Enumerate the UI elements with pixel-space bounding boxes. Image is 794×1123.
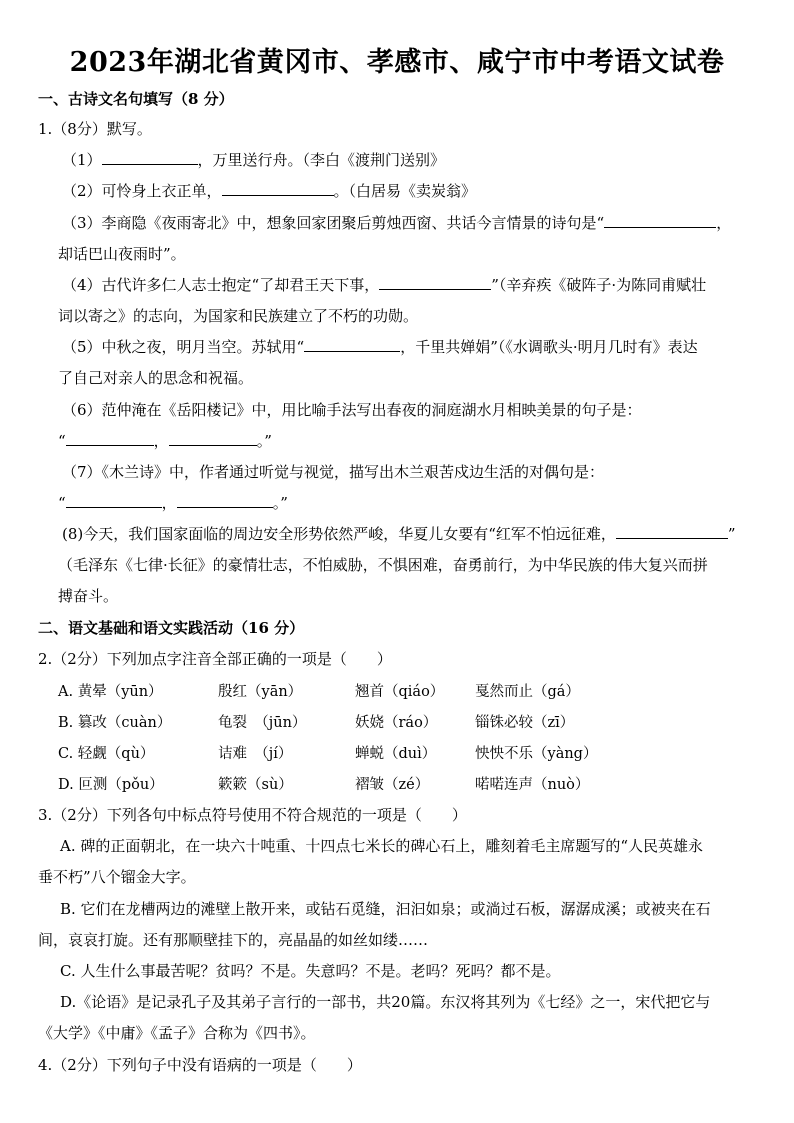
option-c-1[interactable]: C. 轻觑（qù） [58,746,155,762]
text: ”（辛弃疾《破阵子·为陈同甫赋壮 [491,276,707,294]
text: (8)今天，我们国家面临的周边安全形势依然严峻，华夏儿女要有“红军不怕远征难， [62,525,616,543]
q1-item-6-cont [58,430,272,451]
text: （2）可怜身上衣正单， [62,182,222,200]
text: （4）古代许多仁人志士抱定“了却君王天下事， [62,276,380,294]
section-1-heading: 一、古诗文名句填写（8 分） [38,90,234,108]
answer-blank[interactable] [177,493,273,508]
option-b-2: 龟裂 （jūn） [218,715,307,731]
option-d-3: 褶皱（zé） [355,777,430,793]
option-a-3: 翘首（qiáo） [355,684,445,700]
q1-item-3-cont: 却话巴山夜雨时”。 [58,245,186,263]
q1-item-8-cont: （毛泽东《七律·长征》的豪情壮志，不怕威胁，不惧困难，奋勇前行，为中华民族的伟大复兴而拼 [58,556,708,574]
page-title: 2023年湖北省黄冈市、孝感市、咸宁市中考语文试卷 [69,47,725,78]
q3-option-b[interactable]: B. 它们在龙槽两边的滩壁上散开来，或钻石觅缝，汩汩如泉；或淌过石板，潺潺成溪；或被夹在石 [60,900,711,918]
question-4-stem: 4.（2分）下列句子中没有语病的一项是（ ） [38,1056,362,1074]
q1-item-5 [62,336,698,357]
q1-item-6: （6）范仲淹在《岳阳楼记》中，用比喻手法写出春夜的洞庭湖水月相映美景的句子是： [62,401,642,419]
option-b-1[interactable]: B. 篡改（cuàn） [58,715,172,731]
answer-blank[interactable] [379,275,491,290]
q3-option-d[interactable]: D.《论语》是记录孔子及其弟子言行的一部书，共20篇。东汉将其列为《七经》之一，宋代把它与 [60,993,711,1011]
answer-blank[interactable] [304,337,400,352]
q1-item-4 [62,274,706,295]
option-a-4: 戛然而止（gá） [475,684,580,700]
text: ，千里共婵娟”（《水调歌头·明月几时有》表达 [400,338,698,356]
question-3-stem: 3.（2分）下列各句中标点符号使用不符合规范的一项是（ ） [38,806,467,824]
text: ， [716,214,732,232]
q1-item-2 [62,180,476,201]
q3-option-d-cont: 《大学》《中庸》《孟子》合称为《四书》。 [38,1024,316,1042]
q3-option-b-cont: 间，哀哀打旋。还有那顺壁挂下的，亮晶晶的如丝如缕…… [38,931,429,949]
answer-blank[interactable] [169,431,257,446]
q3-option-c[interactable]: C. 人生什么事最苦呢？贫吗？不是。失意吗？不是。老吗？死吗？都不是。 [60,962,561,980]
q3-option-a[interactable]: A. 碑的正面朝北，在一块六十吨重、十四点七米长的碑心石上，雕刻着毛主席题写的“人民英雄永 [60,837,704,855]
question-2-stem: 2.（2分）下列加点字注音全部正确的一项是（ ） [38,650,392,668]
text: 。” [272,494,288,512]
option-d-2: 簌簌（sù） [218,777,293,793]
q1-item-1 [62,149,445,170]
answer-blank[interactable] [222,181,334,196]
option-b-4: 锱铢必较（zī） [475,715,575,731]
option-c-4: 怏怏不乐（yàng） [475,746,598,762]
q1-item-7-cont [58,492,288,513]
answer-blank[interactable] [66,493,162,508]
text: 。（白居易《卖炭翁》 [333,182,477,200]
text: （3）李商隐《夜雨寄北》中，想象回家团聚后剪烛西窗、共话今言情景的诗句是“ [62,214,605,232]
text: ， [161,494,177,512]
answer-blank[interactable] [604,213,716,228]
option-d-4: 喏喏连声（nuò） [475,777,590,793]
q1-item-5-cont: 了自己对亲人的思念和祝福。 [58,369,254,387]
text: （1） [62,151,102,169]
text: ， [153,432,169,450]
q1-item-3 [62,212,731,233]
text: （5）中秋之夜，明月当空。苏轼用“ [62,338,305,356]
text: “ [58,432,66,450]
answer-blank[interactable] [616,524,728,539]
text: “ [58,494,66,512]
answer-blank[interactable] [102,150,198,165]
option-a-2: 殷红（yān） [218,684,303,700]
option-b-3: 妖娆（ráo） [355,715,438,731]
option-a-1[interactable]: A. 黄晕（yūn） [58,684,163,700]
section-2-heading: 二、语文基础和语文实践活动（16 分） [38,619,305,637]
answer-blank[interactable] [66,431,154,446]
q1-item-8 [62,523,736,544]
text: ，万里送行舟。（李白《渡荆门送别》 [197,151,446,169]
question-1-stem: 1.（8分）默写。 [38,120,152,138]
q1-item-8-cont2: 搏奋斗。 [58,587,119,605]
q1-item-4-cont: 词以寄之》的志向，为国家和民族建立了不朽的功勋。 [58,307,419,325]
text: ” [727,525,736,543]
option-c-3: 蝉蜕（duì） [355,746,437,762]
option-d-1[interactable]: D. 叵测（pǒu） [58,777,164,793]
q3-option-a-cont: 垂不朽”八个镏金大字。 [38,868,196,886]
q1-item-7: （7）《木兰诗》中，作者通过听觉与视觉，描写出木兰艰苦戍边生活的对偶句是： [62,463,605,481]
option-c-2: 诘难 （jí） [218,746,293,762]
text: 。” [256,432,272,450]
